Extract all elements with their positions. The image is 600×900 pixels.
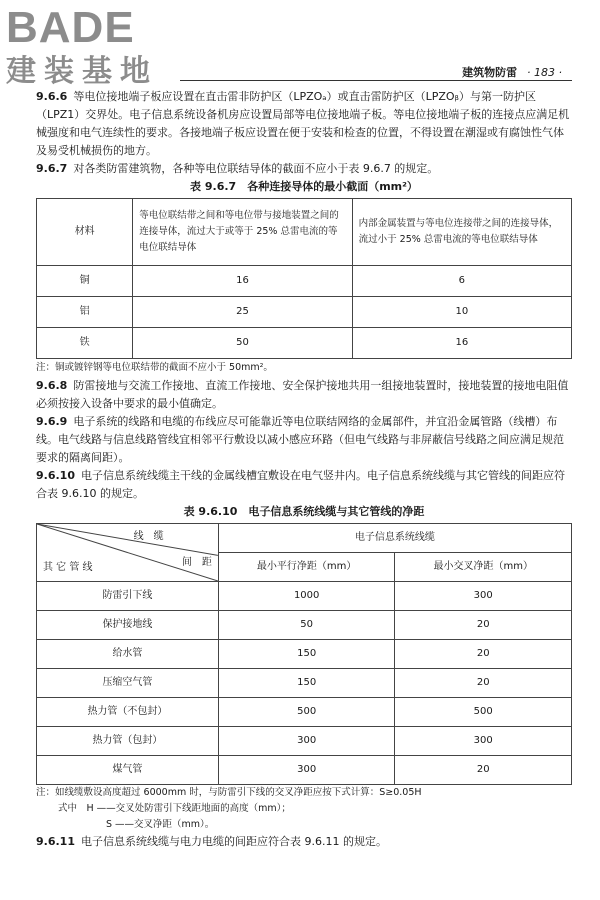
table-row [37, 328, 572, 359]
table-cell: 给水管 [37, 640, 219, 669]
header-cell: 最小交叉净距（mm） [395, 553, 572, 582]
table-cell: 10 [352, 297, 571, 328]
note-line: S ——交叉净距（mm）。 [106, 819, 215, 830]
logo-subtitle: 建装基地 [6, 54, 158, 89]
clause-9-6-6 [36, 88, 572, 160]
note-line: 式中 H ——交叉处防雷引下线距地面的高度（mm）； [58, 803, 291, 814]
clause-9-6-10 [36, 467, 572, 503]
table-cell: 20 [395, 640, 572, 669]
table-row [37, 727, 572, 756]
table-cell: 铁 [37, 328, 133, 359]
corner-label-spacing: 间 距 [181, 557, 212, 568]
logo-wordmark: BADE [6, 3, 135, 52]
table-row [37, 698, 572, 727]
table-row [37, 756, 572, 785]
table-cell: 热力管（不包封） [37, 698, 219, 727]
running-head-title: 建筑物防雷 [462, 66, 518, 79]
header-cell: 等电位联结带之间和等电位带与接地装置之间的连接导体，流过大于或等于 25% 总雷电流的等电位联结导体 [133, 199, 352, 266]
clause-9-6-9 [36, 413, 572, 467]
corner-label-other-pipes: 其 它 管 线 [43, 562, 93, 573]
table-cell: 500 [218, 698, 395, 727]
table-cell: 煤气管 [37, 756, 219, 785]
table-9-6-10 [36, 523, 572, 785]
clause-number: 9.6.11 [36, 835, 75, 848]
table-9-6-7 [36, 198, 572, 359]
note-line: 注：如线缆敷设高度超过 6000mm 时，与防雷引下线的交叉净距应按下式计算：S≥0.05H [36, 787, 422, 798]
clause-9-6-7 [36, 160, 572, 178]
header-cell: 内部金属装置与等电位连接带之间的连接导体，流过小于 25% 总雷电流的等电位联结导体 [352, 199, 571, 266]
table-cell: 16 [133, 266, 352, 297]
table-cell: 50 [218, 611, 395, 640]
clause-number: 9.6.6 [36, 90, 68, 103]
clause-text: 防雷接地与交流工作接地、直流工作接地、安全保护接地共用一组接地装置时，接地装置的接地电阻值必须按接入设备中要求的最小值确定。 [36, 379, 569, 410]
table-9-6-7-note: 注：铜或镀锌钢等电位联结带的截面不应小于 50mm²。 [36, 362, 273, 373]
header-cell: 材料 [37, 199, 133, 266]
clause-text: 电子信息系统线缆与电力电缆的间距应符合表 9.6.11 的规定。 [80, 835, 387, 848]
table-cell: 25 [133, 297, 352, 328]
table-cell: 20 [395, 756, 572, 785]
header-cell: 最小平行净距（mm） [218, 553, 395, 582]
table-cell: 1000 [218, 582, 395, 611]
table-cell: 16 [352, 328, 571, 359]
table-row [37, 640, 572, 669]
running-head [462, 64, 562, 80]
table-cell: 150 [218, 640, 395, 669]
table-cell: 20 [395, 669, 572, 698]
table-row [37, 669, 572, 698]
page-body [36, 88, 572, 851]
table-cell: 压缩空气管 [37, 669, 219, 698]
table-cell: 300 [395, 582, 572, 611]
diagonal-header-cell [37, 524, 219, 582]
page-number: · 183 · [527, 66, 562, 79]
table-cell: 防雷引下线 [37, 582, 219, 611]
clause-text: 电子系统的线路和电缆的布线应尽可能靠近等电位联结网络的金属部件，并宜沿金属管路（线槽）布线。电气线路与信息线路管线宜相邻平行敷设以减小感应环路（但电气线路与非屏蔽信号线路之间应满足规范要求的隔离间距）。 [36, 415, 564, 464]
clause-text: 电子信息系统线缆主干线的金属线槽宜敷设在电气竖井内。电子信息系统线缆与其它管线的间距应符合表 9.6.10 的规定。 [36, 469, 565, 500]
table-cell: 300 [395, 727, 572, 756]
table-cell: 20 [395, 611, 572, 640]
table-cell: 6 [352, 266, 571, 297]
table-row [37, 582, 572, 611]
table-cell: 铝 [37, 297, 133, 328]
clause-text: 对各类防雷建筑物，各种等电位联结导体的截面不应小于表 9.6.7 的规定。 [73, 162, 439, 175]
table-cell: 50 [133, 328, 352, 359]
table-9-6-7-caption: 表 9.6.7 各种连接导体的最小截面（mm²） [190, 180, 418, 193]
table-header-row [37, 524, 572, 553]
clause-number: 9.6.8 [36, 379, 68, 392]
clause-number: 9.6.7 [36, 162, 68, 175]
table-row [37, 266, 572, 297]
table-cell: 500 [395, 698, 572, 727]
table-cell: 保护接地线 [37, 611, 219, 640]
table-row [37, 611, 572, 640]
table-cell: 热力管（包封） [37, 727, 219, 756]
table-cell: 铜 [37, 266, 133, 297]
clause-number: 9.6.10 [36, 469, 75, 482]
group-header-cell: 电子信息系统线缆 [218, 524, 571, 553]
table-cell: 150 [218, 669, 395, 698]
table-9-6-10-note [36, 785, 572, 833]
corner-label-cable: 线 缆 [133, 531, 164, 542]
logo [6, 3, 176, 92]
table-header-row [37, 199, 572, 266]
clause-9-6-11 [36, 833, 572, 851]
table-9-6-10-caption: 表 9.6.10 电子信息系统线缆与其它管线的净距 [183, 505, 425, 518]
table-row [37, 297, 572, 328]
clause-text: 等电位接地端子板应设置在直击雷非防护区（LPZOₐ）或直击雷防护区（LPZOᵦ）与第一防护区（LPZ1）交界处。电子信息系统设备机房应设置局部等电位接地端子板。等电位接地端子板的连接点应满足机械强度和电气连续性的要求。各接地端子板应设置在便于安装和检查的位置，不得设置在潮湿或有腐蚀性气体及易受机械损伤的地方。 [36, 90, 570, 157]
clause-9-6-8 [36, 377, 572, 413]
clause-number: 9.6.9 [36, 415, 68, 428]
table-cell: 300 [218, 727, 395, 756]
header-rule [180, 80, 572, 81]
table-cell: 300 [218, 756, 395, 785]
